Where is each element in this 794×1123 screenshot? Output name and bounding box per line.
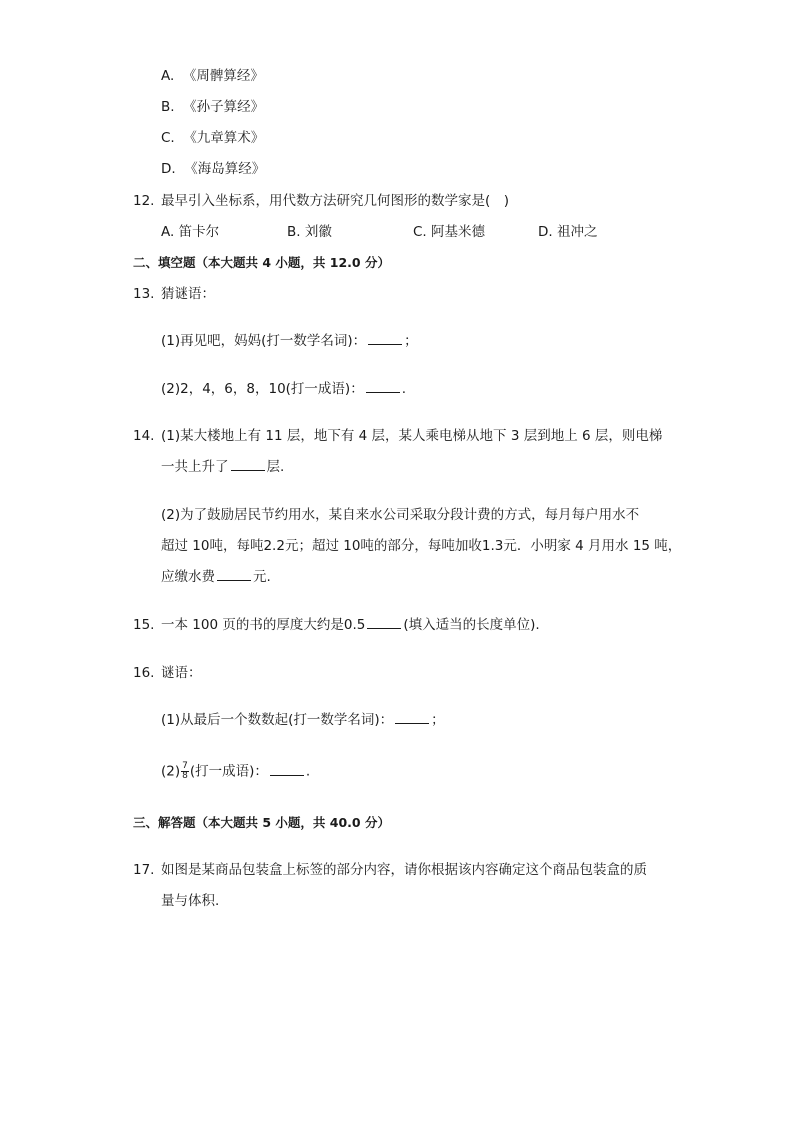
q11-option-d: D. 《海岛算经》 bbox=[161, 161, 266, 177]
q16-stem: 谜语： bbox=[161, 665, 202, 681]
q17-number: 17. bbox=[133, 862, 155, 878]
answer-blank[interactable] bbox=[270, 763, 304, 776]
q16-number: 16. bbox=[133, 665, 155, 681]
q12-stem: 最早引入坐标系，用代数方法研究几何图形的数学家是( ) bbox=[161, 193, 510, 209]
q17-line2: 量与体积. bbox=[161, 893, 220, 909]
q14-number: 14. bbox=[133, 428, 155, 444]
q13-part2: (2)2，4，6，8，10(打一成语)： . bbox=[161, 381, 406, 397]
q14-line2: 一共上升了 层. bbox=[161, 459, 285, 475]
q13-stem: 猜谜语： bbox=[161, 286, 215, 302]
q13-part1: (1)再见吧，妈妈(打一数学名词)： ； bbox=[161, 333, 418, 349]
q14-line4: 超过 10吨，每吨2.2元；超过 10吨的部分，每吨加收1.3元．小明家 4 月用水 15 吨， bbox=[161, 538, 682, 554]
answer-blank[interactable] bbox=[368, 332, 402, 345]
q14-line5: 应缴水费 元. bbox=[161, 569, 271, 585]
q15-number: 15. bbox=[133, 617, 155, 633]
q14-line3: (2)为了鼓励居民节约用水，某自来水公司采取分段计费的方式，每月每户用水不 bbox=[161, 507, 640, 523]
q12-option-d: D. 祖冲之 bbox=[538, 224, 598, 240]
q12-option-b: B. 刘徽 bbox=[287, 224, 332, 240]
q14-line1: (1)某大楼地上有 11 层，地下有 4 层，某人乘电梯从地下 3 层到地上 6 层，则电梯 bbox=[161, 428, 663, 444]
q12-option-c: C. 阿基米德 bbox=[413, 224, 486, 240]
q12-option-a: A. 笛卡尔 bbox=[161, 224, 220, 240]
q17-line1: 如图是某商品包装盒上标签的部分内容，请你根据该内容确定这个商品包装盒的质 bbox=[161, 862, 647, 878]
section-solve-heading: 三、解答题（本大题共 5 小题，共 40.0 分） bbox=[133, 815, 390, 830]
q11-option-a: A. 《周髀算经》 bbox=[161, 68, 264, 84]
answer-blank[interactable] bbox=[395, 711, 429, 724]
q13-number: 13. bbox=[133, 286, 155, 302]
answer-blank[interactable] bbox=[366, 380, 400, 393]
q11-option-b: B. 《孙子算经》 bbox=[161, 99, 265, 115]
q16-part1: (1)从最后一个数数起(打一数学名词)： ； bbox=[161, 712, 445, 728]
answer-blank[interactable] bbox=[217, 568, 251, 581]
q11-option-c: C. 《九章算术》 bbox=[161, 130, 265, 146]
section-fill-in-heading: 二、填空题（本大题共 4 小题，共 12.0 分） bbox=[133, 255, 390, 270]
q15-stem: 一本 100 页的书的厚度大约是0.5 (填入适当的长度单位). bbox=[161, 617, 540, 633]
answer-blank[interactable] bbox=[367, 616, 401, 629]
answer-blank[interactable] bbox=[231, 458, 265, 471]
q12-number: 12. bbox=[133, 193, 155, 209]
fraction: $\frac{7}{8}$ bbox=[182, 761, 188, 781]
q16-part2: (2) $\frac{7}{8}$ (打一成语)： . bbox=[161, 761, 311, 781]
